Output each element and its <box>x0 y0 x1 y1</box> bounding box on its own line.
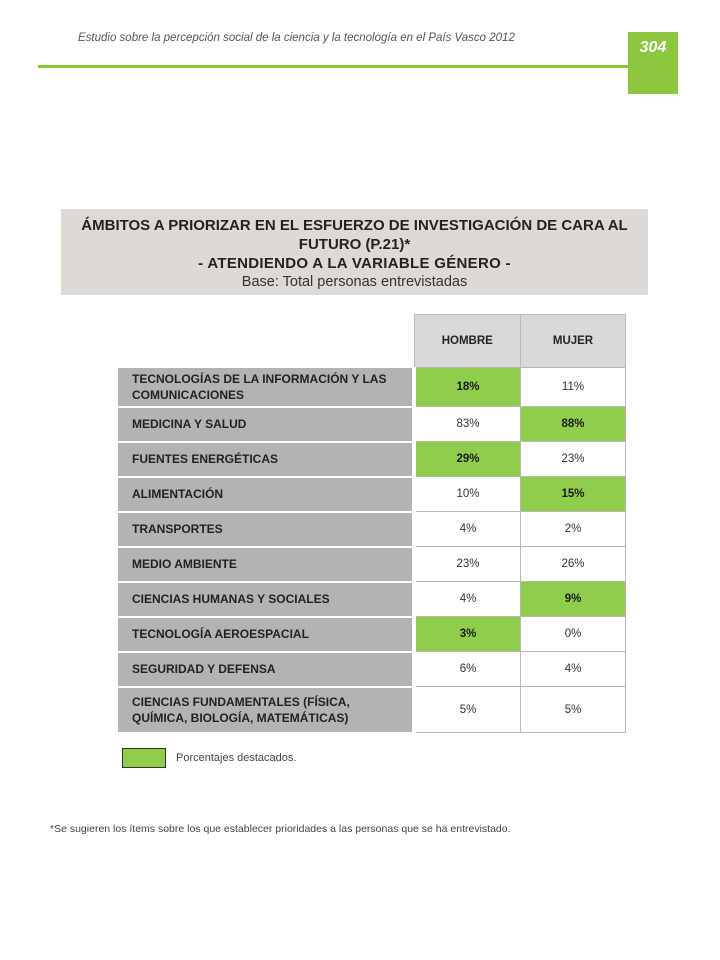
cell-mujer: 15% <box>521 477 626 512</box>
legend-text: Porcentajes destacados. <box>176 752 297 764</box>
table-row <box>118 477 626 512</box>
row-label: CIENCIAS FUNDAMENTALES (FÍSICA, QUÍMICA, BIOLOGÍA, MATEMÁTICAS) <box>118 687 414 733</box>
row-label: TECNOLOGÍA AEROESPACIAL <box>118 617 414 652</box>
title-line-3: - ATENDIENDO A LA VARIABLE GÉNERO - <box>198 255 511 272</box>
page-number: 304 <box>639 39 667 56</box>
column-header-mujer: MUJER <box>521 315 626 368</box>
column-header-hombre: HOMBRE <box>414 315 521 368</box>
cell-hombre: 18% <box>414 368 521 407</box>
table-row <box>118 442 626 477</box>
header-spacer <box>118 315 414 368</box>
table-row <box>118 617 626 652</box>
row-label: CIENCIAS HUMANAS Y SOCIALES <box>118 582 414 617</box>
cell-hombre: 4% <box>414 512 521 547</box>
cell-mujer: 9% <box>521 582 626 617</box>
row-label: SEGURIDAD Y DEFENSA <box>118 652 414 687</box>
title-base: Base: Total personas entrevistadas <box>241 274 468 290</box>
title-line-2: FUTURO (P.21)* <box>298 236 411 253</box>
results-table-body <box>118 368 626 733</box>
cell-mujer: 0% <box>521 617 626 652</box>
cell-mujer: 11% <box>521 368 626 407</box>
row-label: FUENTES ENERGÉTICAS <box>118 442 414 477</box>
cell-hombre: 29% <box>414 442 521 477</box>
cell-hombre: 6% <box>414 652 521 687</box>
header-divider <box>38 65 640 68</box>
footnote: *Se sugieren los ítems sobre los que establecer prioridades a las personas que se ha entrevistado. <box>50 823 511 835</box>
cell-mujer: 4% <box>521 652 626 687</box>
table-row <box>118 512 626 547</box>
row-label: TRANSPORTES <box>118 512 414 547</box>
legend-swatch <box>122 748 166 768</box>
document-header-title: Estudio sobre la percepción social de la ciencia y la tecnología en el País Vasco 2012 <box>78 32 515 44</box>
table-row <box>118 652 626 687</box>
table-row <box>118 687 626 733</box>
page-number-badge <box>628 32 678 94</box>
cell-mujer: 88% <box>521 407 626 442</box>
table-row <box>118 547 626 582</box>
cell-hombre: 10% <box>414 477 521 512</box>
cell-mujer: 5% <box>521 687 626 733</box>
row-label: TECNOLOGÍAS DE LA INFORMACIÓN Y LAS COMUNICACIONES <box>118 368 414 407</box>
table-row <box>118 407 626 442</box>
cell-hombre: 4% <box>414 582 521 617</box>
title-line-1: ÁMBITOS A PRIORIZAR EN EL ESFUERZO DE INVESTIGACIÓN DE CARA AL <box>81 217 628 234</box>
table-row <box>118 582 626 617</box>
cell-hombre: 5% <box>414 687 521 733</box>
cell-hombre: 83% <box>414 407 521 442</box>
row-label: MEDIO AMBIENTE <box>118 547 414 582</box>
cell-mujer: 23% <box>521 442 626 477</box>
row-label: ALIMENTACIÓN <box>118 477 414 512</box>
table-title-block <box>61 209 648 295</box>
row-label: MEDICINA Y SALUD <box>118 407 414 442</box>
cell-mujer: 26% <box>521 547 626 582</box>
cell-hombre: 23% <box>414 547 521 582</box>
cell-mujer: 2% <box>521 512 626 547</box>
table-row <box>118 368 626 407</box>
results-table <box>118 314 626 734</box>
cell-hombre: 3% <box>414 617 521 652</box>
